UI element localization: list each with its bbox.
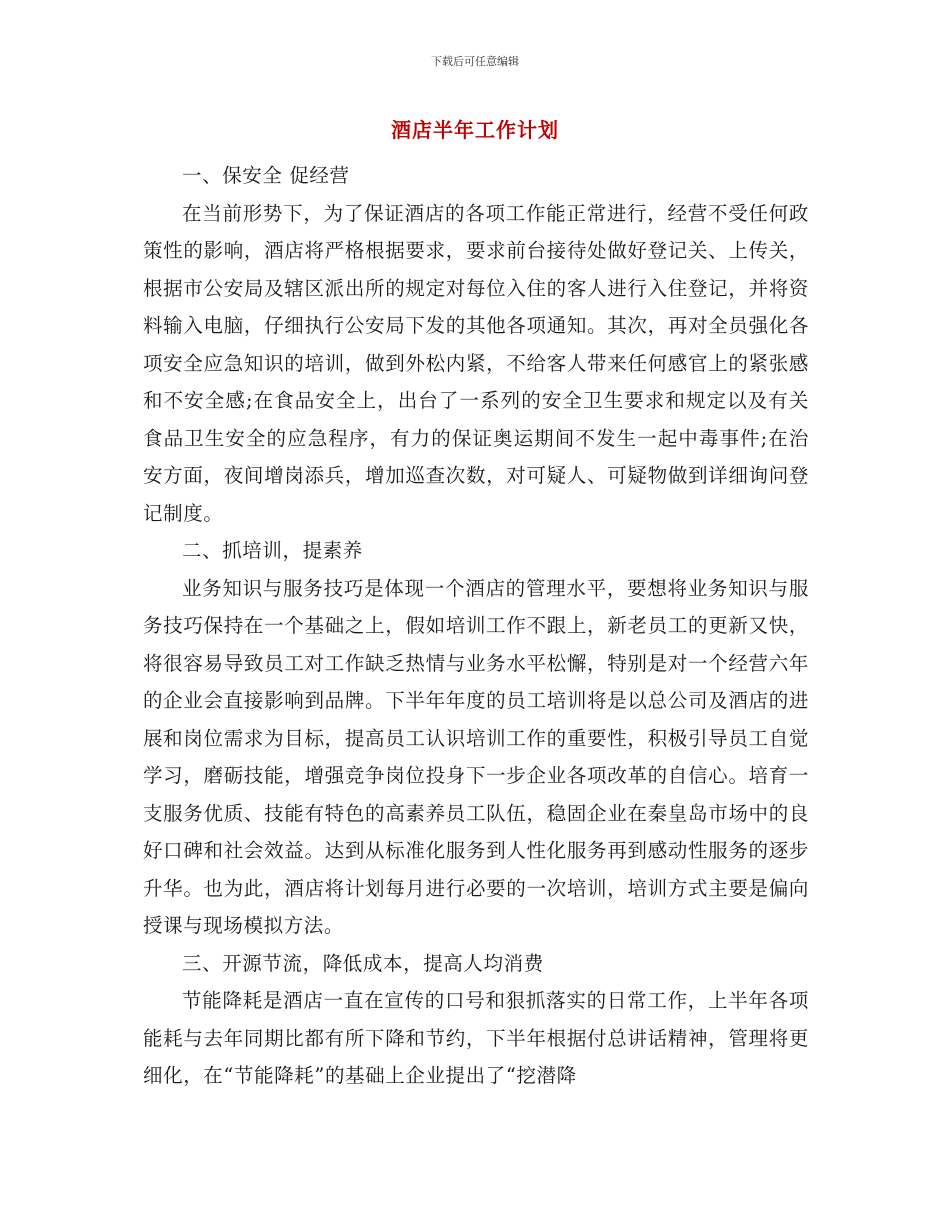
section-heading-2: 二、抓培训，提素养: [182, 539, 363, 562]
section-heading-3: 三、开源节流，降低成本，提高人均消费: [182, 951, 544, 975]
header-note: 下载后可任意编辑: [431, 55, 519, 68]
section-body-1: 在当前形势下，为了保证酒店的各项工作能正常进行，经营不受任何政策性的影响，酒店将严格根据要求，要求前台接待处做好登记关、上传关，根据市公安局及辖区派出所的规定对每位入住的客人进行入住登记，并将资料输入电脑，仔细执行公安局下发的其他各项通知。其次，再对全员强化各项安全应急知识的培训，做到外松内紧，不给客人带来任何感官上的紧张感和不安全感;在食品安全上，出台了一系列的安全卫生要求和规定以及有关食品卫生安全的应急程序，有力的保证奥运期间不发生一起中毒事件;在治安方面，夜间增岗添兵，增加巡查次数，对可疑人、可疑物做到详细询问登记制度。: [143, 201, 809, 525]
section-heading-1: 一、保安全 促经营: [182, 164, 350, 187]
document-body: [143, 157, 809, 1095]
section-body-2: 业务知识与服务技巧是体现一个酒店的管理水平，要想将业务知识与服务技巧保持在一个基础之上，假如培训工作不跟上，新老员工的更新又快，将很容易导致员工对工作缺乏热情与业务水平松懈，特别是对一个经营六年的企业会直接影响到品牌。下半年年度的员工培训将是以总公司及酒店的进展和岗位需求为目标，提高员工认识培训工作的重要性，积极引导员工自觉学习，磨砺技能，增强竞争岗位投身下一步企业各项改革的自信心。培育一支服务优质、技能有特色的高素养员工队伍，稳固企业在秦皇岛市场中的良好口碑和社会效益。达到从标准化服务到人性化服务再到感动性服务的逐步升华。也为此，酒店将计划每月进行必要的一次培训，培训方式主要是偏向授课与现场模拟方法。: [143, 576, 809, 937]
document-title: 酒店半年工作计划: [391, 118, 559, 142]
section-body-3: 节能降耗是酒店一直在宣传的口号和狠抓落实的日常工作，上半年各项能耗与去年同期比都有所下降和节约，下半年根据付总讲话精神，管理将更细化，在“节能降耗”的基础上企业提出了“挖潜降: [143, 989, 809, 1087]
